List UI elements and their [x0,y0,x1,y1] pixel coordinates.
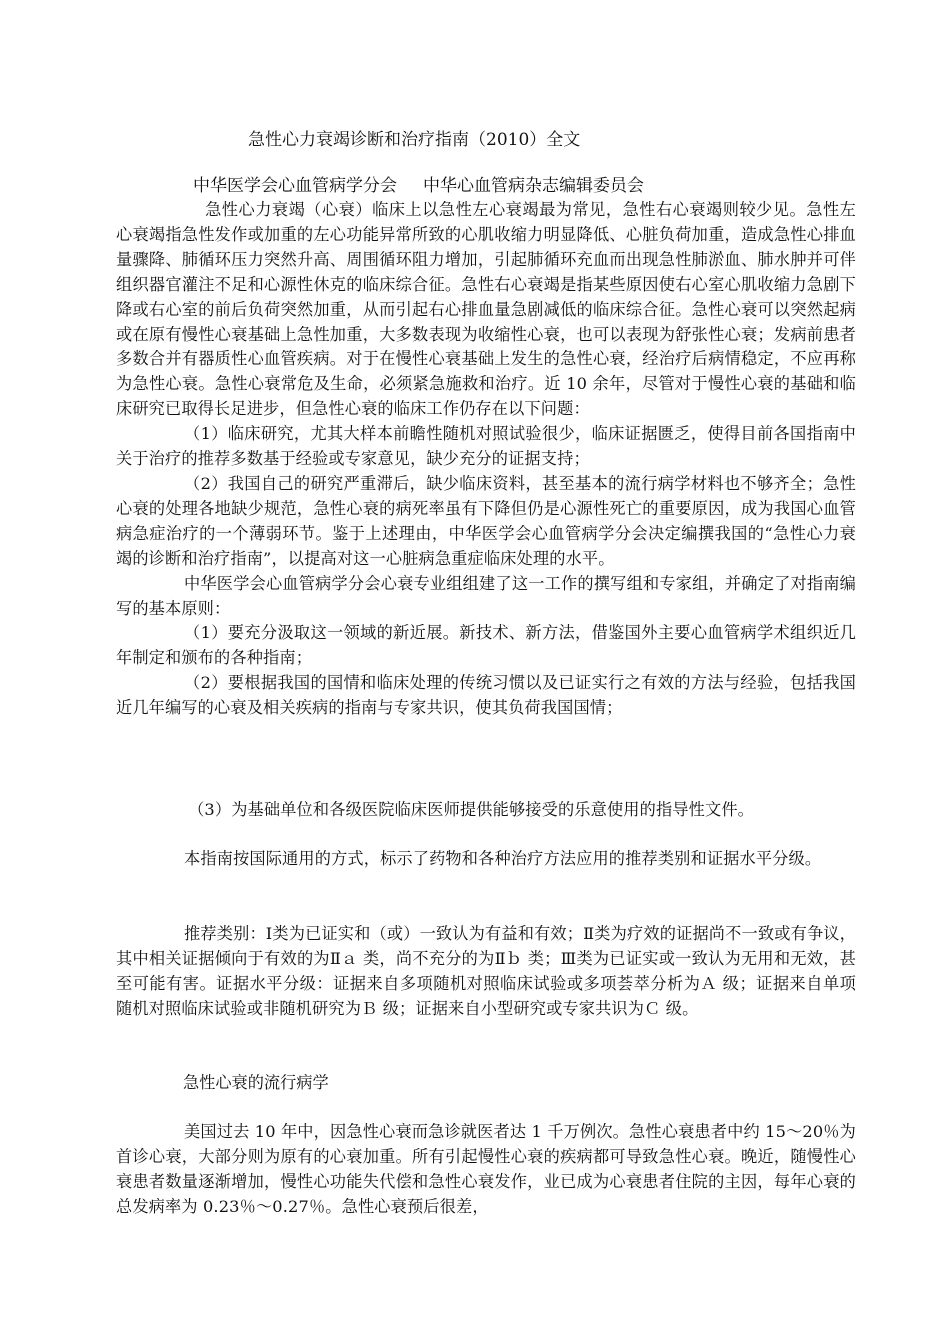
paragraph-problem-1: （1）临床研究，尤其大样本前瞻性随机对照试验很少，临床证据匮乏，使得目前各国指南中关于治疗的推荐多数基于经验或专家意见，缺少充分的证据支持； [116,424,856,469]
paragraph-problem-2: （2）我国自己的研究严重滞后，缺少临床资料，甚至基本的流行病学材料也不够齐全；急性心衰的处理各地缺少规范，急性心衰的病死率虽有下降但仍是心源性死亡的重要原因，成为我国心血管病急症治疗的一个薄弱环节。鉴于上述理由，中华医学会心血管病学分会决定编撰我国的“急性心力衰竭的诊断和治疗指南”，以提高对这一心脏病急重症临床处理的水平。 [116,473,856,568]
author-org-1: 中华医学会心血管病学分会 [193,176,397,196]
section-heading-epidemiology: 急性心衰的流行病学 [183,1073,329,1092]
classes-block [116,922,856,1022]
paragraph-principle-3: （3）为基础单位和各级医院临床医师提供能够接受的乐意使用的指导性文件。 [188,800,754,819]
paragraph-principle-2: （2）要根据我国的国情和临床处理的传统习惯以及已证实行之有效的方法与经验，包括我国近几年编写的心衰及相关疾病的指南与专家共识，使其负荷我国国情； [116,673,856,718]
paragraph-grading: 本指南按国际通用的方式，标示了药物和各种治疗方法应用的推荐类别和证据水平分级。 [184,849,822,868]
author-line [193,174,644,198]
paragraph-intro: 急性心力衰竭（心衰）临床上以急性左心衰竭最为常见，急性右心衰竭则较少见。急性左心衰竭指急性发作或加重的左心功能异常所致的心肌收缩力明显降低、心脏负荷加重，造成急性心排血量骤降、肺循环压力突然升高、周围循环阻力增加，引起肺循环充血而出现急性肺淤血、肺水肿并可伴组织器官灌注不足和心源性休克的临床综合征。急性右心衰竭是指某些原因使右心室心肌收缩力急剧下降或右心室的前后负荷突然加重，从而引起右心排血量急剧减低的临床综合征。急性心衰可以突然起病或在原有慢性心衰基础上急性加重，大多数表现为收缩性心衰，也可以表现为舒张性心衰；发病前患者多数合并有器质性心血管疾病。对于在慢性心衰基础上发生的急性心衰，经治疗后病情稳定，不应再称为急性心衰。急性心衰常危及生命，必须紧急施救和治疗。近 10 余年，尽管对于慢性心衰的基础和临床研究已取得长足进步，但急性心衰的临床工作仍存在以下问题： [116,200,856,419]
paragraph-principle-1: （1）要充分汲取这一领域的新近展。新技术、新方法，借鉴国外主要心血管病学术组织近几年制定和颁布的各种指南； [116,623,856,668]
principle-3-block [116,798,856,823]
paragraph-principles: 中华医学会心血管病学分会心衰专业组组建了这一工作的撰写组和专家组，并确定了对指南编写的基本原则： [116,573,856,618]
paragraph-recommendation-classes: 推荐类别：Ⅰ类为已证实和（或）一致认为有益和有效；Ⅱ类为疗效的证据尚不一致或有争议，其中相关证据倾向于有效的为Ⅱａ 类，尚不充分的为Ⅱｂ 类；Ⅲ类为已证实或一致认为无用和无效，甚至可能有害。证据水平分级：证据来自多项随机对照临床试验或多项荟萃分析为Ａ 级；证据来自单项随机对照临床试验或非随机研究为Ｂ 级；证据来自小型研究或专家共识为Ｃ 级。 [116,924,856,1018]
author-org-2: 中华心血管病杂志编辑委员会 [423,176,644,196]
grading-block [116,847,856,872]
document-title: 急性心力衰竭诊断和治疗指南（2010）全文 [248,130,581,150]
paragraph-epidemiology: 美国过去 10 年中，因急性心衰而急诊就医者达 1 千万例次。急性心衰患者中约 15～20％为首诊心衰，大部分则为原有的心衰加重。所有引起慢性心衰的疾病都可导致急性心衰。晚近，随慢性心衰患者数量逐渐增加，慢性心功能失代偿和急性心衰发作，业已成为心衰患者住院的主因，每年心衰的总发病率为 0.23％～0.27％。急性心衰预后很差， [116,1122,856,1216]
intro-body [116,198,856,721]
epidemiology-block [116,1120,856,1220]
